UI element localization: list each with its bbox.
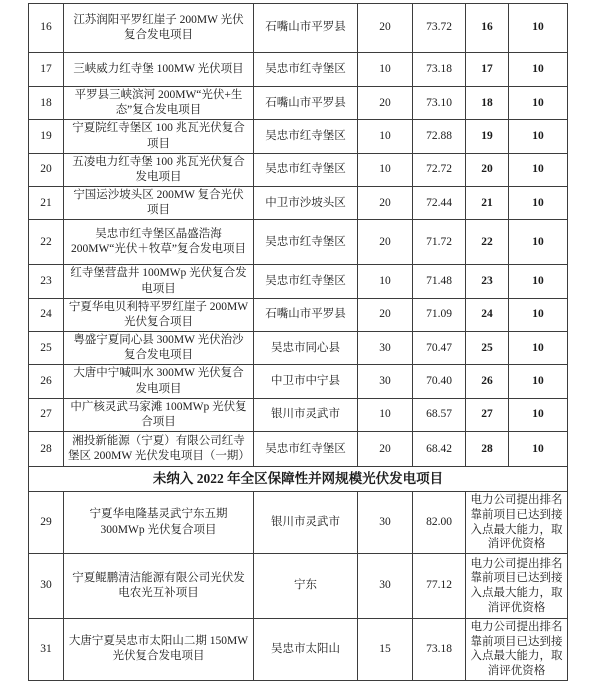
project-capacity: 10 <box>358 398 413 431</box>
project-score: 77.12 <box>413 553 466 618</box>
project-score: 73.72 <box>413 4 466 53</box>
project-name: 三峡威力红寺堡 100MW 光伏项目 <box>64 53 254 87</box>
project-name: 湘投新能源（宁夏）有限公司红寺堡区 200MW 光伏发电项目（一期） <box>64 432 254 467</box>
project-extra: 10 <box>509 432 568 467</box>
row-number: 29 <box>29 492 64 554</box>
project-location: 中卫市中宁县 <box>254 365 358 398</box>
project-extra: 10 <box>509 365 568 398</box>
project-extra: 10 <box>509 87 568 120</box>
project-capacity: 20 <box>358 187 413 220</box>
project-capacity: 30 <box>358 332 413 365</box>
project-rank: 17 <box>466 53 509 87</box>
project-score: 70.40 <box>413 365 466 398</box>
project-capacity: 20 <box>358 432 413 467</box>
project-name: 大唐宁夏吴忠市太阳山二期 150MW 光伏复合发电项目 <box>64 618 254 680</box>
project-rank: 27 <box>466 398 509 431</box>
project-rank: 16 <box>466 4 509 53</box>
project-location: 银川市灵武市 <box>254 492 358 554</box>
row-number: 18 <box>29 87 64 120</box>
project-name: 宁夏院红寺堡区 100 兆瓦光伏复合项目 <box>64 120 254 153</box>
row-number: 26 <box>29 365 64 398</box>
project-name: 宁国运沙坡头区 200MW 复合光伏项目 <box>64 187 254 220</box>
project-name: 中广核灵武马家滩 100MWp 光伏复合项目 <box>64 398 254 431</box>
project-location: 中卫市沙坡头区 <box>254 187 358 220</box>
table-row <box>29 265 568 298</box>
project-name: 大唐中宁喊叫水 300MW 光伏复合发电项目 <box>64 365 254 398</box>
table-row <box>29 332 568 365</box>
project-rank: 21 <box>466 187 509 220</box>
project-score: 71.48 <box>413 265 466 298</box>
table-row <box>29 618 568 680</box>
table-row <box>29 87 568 120</box>
project-capacity: 10 <box>358 120 413 153</box>
project-location: 吴忠市太阳山 <box>254 618 358 680</box>
row-number: 19 <box>29 120 64 153</box>
project-remark: 电力公司提出排名靠前项目已达到接入点最大能力，取消评优资格 <box>466 553 568 618</box>
project-location: 吴忠市红寺堡区 <box>254 153 358 186</box>
project-extra: 10 <box>509 220 568 265</box>
project-score: 68.57 <box>413 398 466 431</box>
project-name: 红寺堡营盘井 100MWp 光伏复合发电项目 <box>64 265 254 298</box>
table-row <box>29 298 568 331</box>
row-number: 23 <box>29 265 64 298</box>
project-location: 银川市灵武市 <box>254 398 358 431</box>
project-score: 71.09 <box>413 298 466 331</box>
project-score: 71.72 <box>413 220 466 265</box>
table-row <box>29 187 568 220</box>
section-header-row <box>29 467 568 492</box>
project-score: 68.42 <box>413 432 466 467</box>
table-row <box>29 120 568 153</box>
table-row <box>29 432 568 467</box>
table-row <box>29 492 568 554</box>
project-remark: 电力公司提出排名靠前项目已达到接入点最大能力，取消评优资格 <box>466 618 568 680</box>
project-extra: 10 <box>509 153 568 186</box>
table-row <box>29 220 568 265</box>
project-score: 73.18 <box>413 618 466 680</box>
project-capacity: 20 <box>358 4 413 53</box>
project-rank: 26 <box>466 365 509 398</box>
table-row <box>29 4 568 53</box>
project-extra: 10 <box>509 53 568 87</box>
pv-project-ranking-table <box>28 3 568 681</box>
project-name: 五凌电力红寺堡 100 兆瓦光伏复合发电项目 <box>64 153 254 186</box>
project-score: 82.00 <box>413 492 466 554</box>
table-row <box>29 365 568 398</box>
project-capacity: 20 <box>358 87 413 120</box>
table-row <box>29 53 568 87</box>
project-rank: 22 <box>466 220 509 265</box>
project-name: 粤盛宁夏同心县 300MW 光伏治沙复合发电项目 <box>64 332 254 365</box>
project-location: 吴忠市红寺堡区 <box>254 265 358 298</box>
row-number: 21 <box>29 187 64 220</box>
project-location: 吴忠市红寺堡区 <box>254 120 358 153</box>
project-extra: 10 <box>509 120 568 153</box>
project-location: 宁东 <box>254 553 358 618</box>
project-extra: 10 <box>509 187 568 220</box>
section-header: 未纳入 2022 年全区保障性并网规模光伏发电项目 <box>29 467 568 492</box>
project-location: 吴忠市红寺堡区 <box>254 53 358 87</box>
project-location: 石嘴山市平罗县 <box>254 298 358 331</box>
project-remark: 电力公司提出排名靠前项目已达到接入点最大能力，取消评优资格 <box>466 492 568 554</box>
project-score: 72.44 <box>413 187 466 220</box>
project-extra: 10 <box>509 298 568 331</box>
project-rank: 19 <box>466 120 509 153</box>
project-name: 平罗县三峡滨河 200MW“光伏+生态”复合发电项目 <box>64 87 254 120</box>
project-capacity: 30 <box>358 365 413 398</box>
row-number: 24 <box>29 298 64 331</box>
project-capacity: 15 <box>358 618 413 680</box>
project-name: 宁夏华电隆基灵武宁东五期 300MWp 光伏复合项目 <box>64 492 254 554</box>
project-extra: 10 <box>509 332 568 365</box>
project-extra: 10 <box>509 398 568 431</box>
row-number: 17 <box>29 53 64 87</box>
project-rank: 24 <box>466 298 509 331</box>
row-number: 16 <box>29 4 64 53</box>
project-location: 吴忠市同心县 <box>254 332 358 365</box>
project-score: 73.10 <box>413 87 466 120</box>
project-name: 江苏润阳平罗红崖子 200MW 光伏复合发电项目 <box>64 4 254 53</box>
row-number: 20 <box>29 153 64 186</box>
project-rank: 23 <box>466 265 509 298</box>
project-score: 70.47 <box>413 332 466 365</box>
project-name: 宁夏华电贝利特平罗红崖子 200MW 光伏复合项目 <box>64 298 254 331</box>
row-number: 22 <box>29 220 64 265</box>
table-row <box>29 398 568 431</box>
project-name: 吴忠市红寺堡区晶盛浩海 200MW“光伏＋牧草”复合发电项目 <box>64 220 254 265</box>
project-score: 73.18 <box>413 53 466 87</box>
project-extra: 10 <box>509 265 568 298</box>
project-rank: 20 <box>466 153 509 186</box>
project-extra: 10 <box>509 4 568 53</box>
project-capacity: 10 <box>358 153 413 186</box>
project-name: 宁夏鲲鹏清洁能源有限公司光伏发电农光互补项目 <box>64 553 254 618</box>
project-capacity: 10 <box>358 265 413 298</box>
row-number: 25 <box>29 332 64 365</box>
table-row <box>29 553 568 618</box>
project-capacity: 20 <box>358 298 413 331</box>
project-location: 石嘴山市平罗县 <box>254 87 358 120</box>
project-capacity: 30 <box>358 553 413 618</box>
row-number: 28 <box>29 432 64 467</box>
project-score: 72.88 <box>413 120 466 153</box>
table-row <box>29 153 568 186</box>
project-capacity: 10 <box>358 53 413 87</box>
row-number: 27 <box>29 398 64 431</box>
row-number: 31 <box>29 618 64 680</box>
project-rank: 18 <box>466 87 509 120</box>
row-number: 30 <box>29 553 64 618</box>
project-score: 72.72 <box>413 153 466 186</box>
project-location: 吴忠市红寺堡区 <box>254 220 358 265</box>
project-location: 吴忠市红寺堡区 <box>254 432 358 467</box>
project-capacity: 20 <box>358 220 413 265</box>
project-capacity: 30 <box>358 492 413 554</box>
project-location: 石嘴山市平罗县 <box>254 4 358 53</box>
project-rank: 25 <box>466 332 509 365</box>
project-rank: 28 <box>466 432 509 467</box>
